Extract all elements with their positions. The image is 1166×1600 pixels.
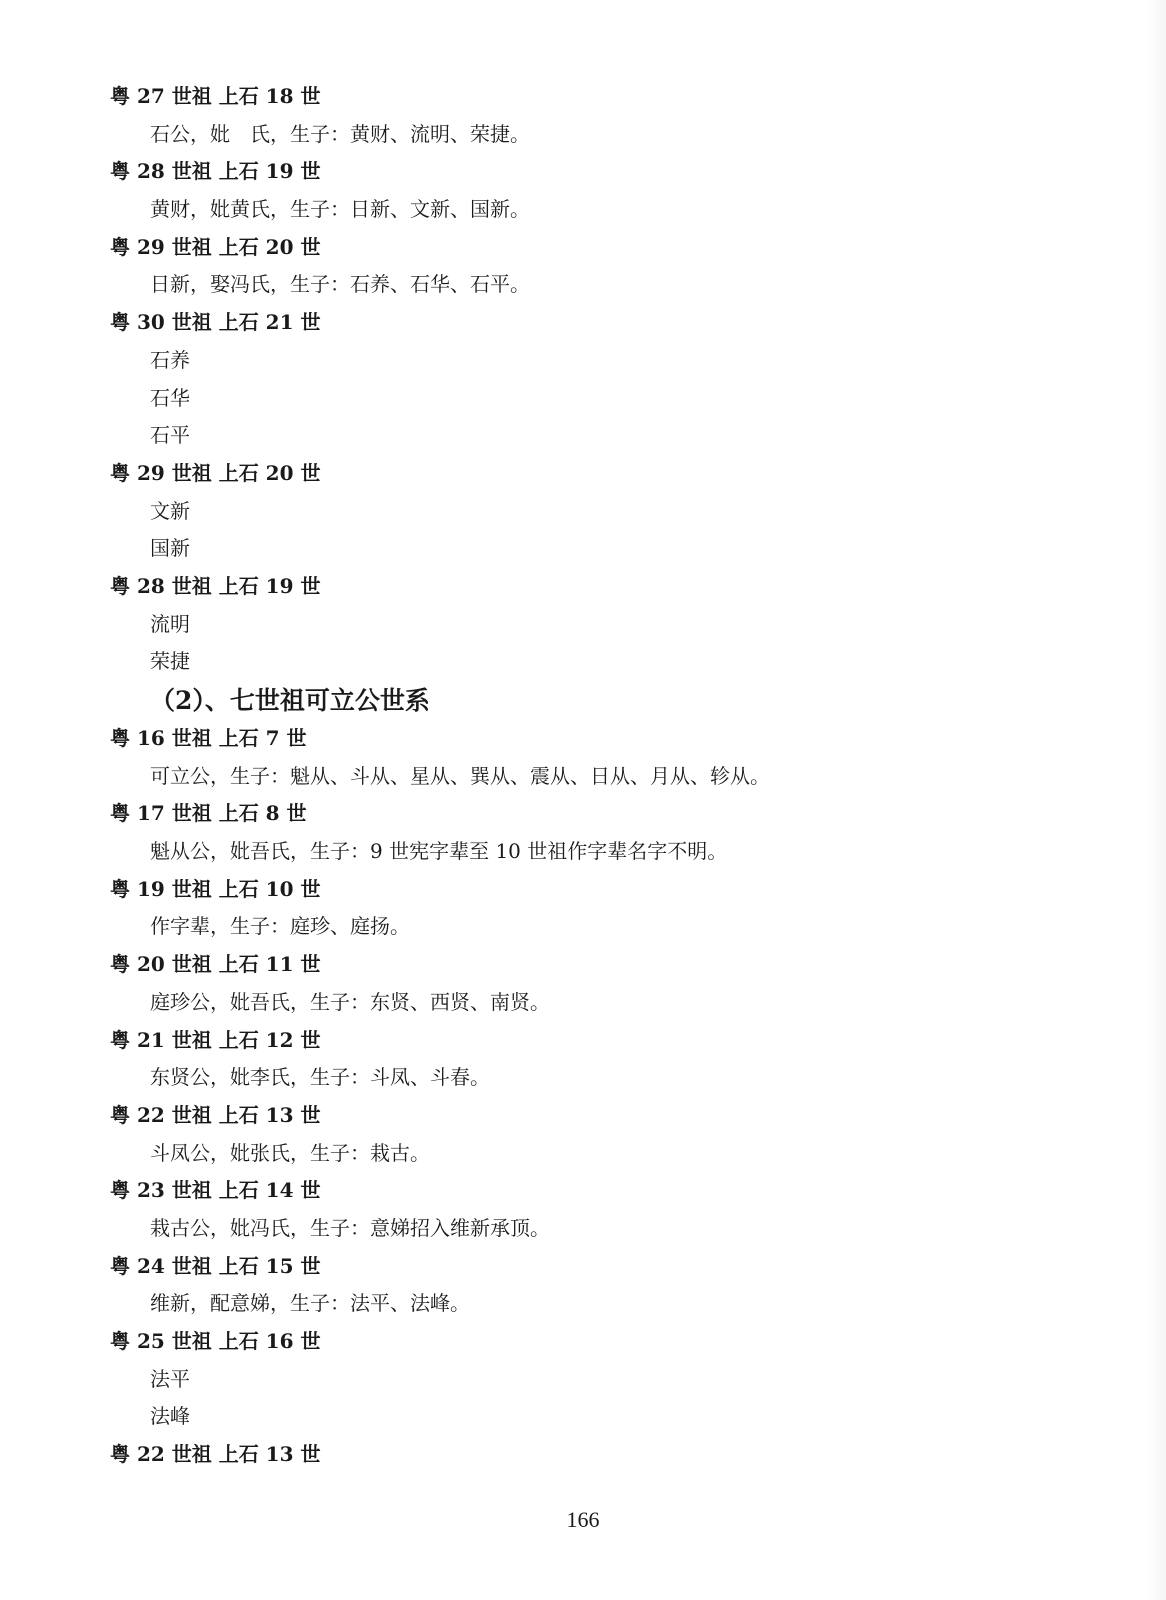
genealogy-entry: 庭珍公，妣吾氏，生子：东贤、西贤、南贤。 <box>150 989 550 1014</box>
genealogy-entry: 日新，娶冯氏，生子：石养、石华、石平。 <box>150 272 530 297</box>
genealogy-entry: 法平 <box>150 1366 190 1391</box>
generation-heading: 粤 29 世祖 上石 20 世 <box>110 234 321 259</box>
genealogy-entry: 石公，妣 氏，生子：黄财、流明、荣捷。 <box>150 121 530 146</box>
genealogy-entry: 可立公，生子：魁从、斗从、星从、巽从、震从、日从、月从、轸从。 <box>150 763 770 788</box>
generation-heading: 粤 16 世祖 上石 7 世 <box>110 726 307 750</box>
generation-heading: 粤 29 世祖 上石 20 世 <box>110 460 321 485</box>
genealogy-entry: 法峰 <box>150 1404 190 1429</box>
genealogy-content <box>110 78 1070 1474</box>
generation-heading: 粤 24 世祖 上石 15 世 <box>110 1253 321 1278</box>
generation-heading: 粤 23 世祖 上石 14 世 <box>110 1178 321 1203</box>
genealogy-entry: 流明 <box>150 611 190 636</box>
genealogy-entry: 国新 <box>150 536 190 561</box>
generation-heading: 粤 19 世祖 上石 10 世 <box>110 876 321 901</box>
genealogy-entry: 荣捷 <box>150 649 190 674</box>
generation-heading: 粤 21 世祖 上石 12 世 <box>110 1027 321 1052</box>
genealogy-entry: 石华 <box>150 385 190 410</box>
genealogy-entry: 维新，配意娣，生子：法平、法峰。 <box>150 1291 470 1316</box>
generation-heading: 粤 28 世祖 上石 19 世 <box>110 573 321 598</box>
genealogy-entry: 东贤公，妣李氏，生子：斗凤、斗春。 <box>150 1065 490 1090</box>
generation-heading: 粤 28 世祖 上石 19 世 <box>110 159 321 184</box>
genealogy-entry: 黄财，妣黄氏，生子：日新、文新、国新。 <box>150 197 530 222</box>
generation-heading: 粤 27 世祖 上石 18 世 <box>110 84 321 108</box>
generation-heading: 粤 30 世祖 上石 21 世 <box>110 310 321 335</box>
genealogy-entry: 魁从公，妣吾氏，生子：9 世宪字辈至 10 世祖作字辈名字不明。 <box>150 839 728 864</box>
genealogy-entry: 文新 <box>150 498 190 523</box>
generation-heading: 粤 22 世祖 上石 13 世 <box>110 1102 321 1127</box>
genealogy-entry: 作字辈，生子：庭珍、庭扬。 <box>150 914 410 939</box>
genealogy-entry: 石养 <box>150 347 190 372</box>
page-number: 166 <box>566 1507 600 1532</box>
section-title: （2）、七世祖可立公世系 <box>150 686 430 715</box>
generation-heading: 粤 20 世祖 上石 11 世 <box>110 952 321 977</box>
generation-heading: 粤 25 世祖 上石 16 世 <box>110 1329 321 1353</box>
genealogy-entry: 栽古公，妣冯氏，生子：意娣招入维新承顶。 <box>150 1215 550 1240</box>
scan-edge-shadow <box>1148 0 1166 1600</box>
genealogy-entry: 斗凤公，妣张氏，生子：栽古。 <box>150 1140 430 1165</box>
genealogy-entry: 石平 <box>150 423 190 448</box>
generation-heading: 粤 22 世祖 上石 13 世 <box>110 1442 321 1467</box>
generation-heading: 粤 17 世祖 上石 8 世 <box>110 801 307 826</box>
